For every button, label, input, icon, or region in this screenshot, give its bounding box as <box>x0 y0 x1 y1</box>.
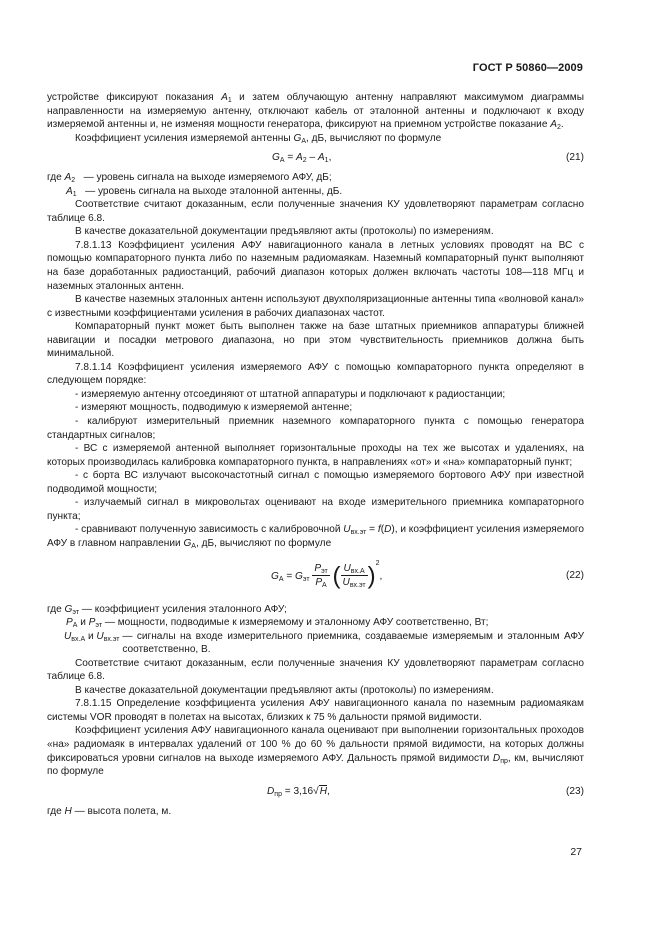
formula-number: (22) <box>566 569 584 581</box>
page-body <box>47 91 584 818</box>
definitions-list: где $A_2$ — уровень сигнала на выходе измеряемого АФУ, дБ; $A_1$ — уровень сигнала на выходе эталонной антенны, дБ. <box>47 172 343 198</box>
document-standard-header: ГОСТ Р 50860—2009 <box>472 62 583 74</box>
page-number: 27 <box>570 846 582 858</box>
paragraph: В качестве доказательной документации предъявляют акты (протоколы) по измерениям. <box>75 684 494 696</box>
definitions-list: где $G_{эт}$ — коэффициент усиления эталонного АФУ; $P_A$ и $P_{эт}$ — мощности, подводимые к измеряемому и эталонному АФУ соответственно, Вт; $U_{вх.А}$ и $U_{вх.эт}$ — сигналы на входе измерительного приемника, создаваемые измеряемым и эталонным АФУ соответственно, В. <box>47 603 584 656</box>
list-item: - сравнивают полученную зависимость с калибровочной $U_{вх.эт} = f(D)$, и коэффициент усиления измеряемого АФУ в главном направлении $G_A$, дБ, вычисляют по формуле <box>47 524 585 550</box>
paragraph: устройстве фиксируют показания $A_1$ и затем облучающую антенну направляют максимумом диаграммы направленности на измеряемую антенну, отключают кабель от эталонной антенны и подключают к входу измеряемой антенны и, не изменяя мощности генератора, фиксируют на приемном устройстве показание $A_2$. <box>47 92 585 132</box>
paragraph: Коэффициент усиления измеряемой антенны $G_A$, дБ, вычисляют по формуле <box>75 132 442 145</box>
paragraph: 7.8.1.15 Определение коэффициента усиления АФУ навигационного канала по наземным радиомаякам системы VOR проводят в полетах на высотах, близких к 75 % дальности прямой видимости. <box>47 698 584 723</box>
paragraph: Компараторный пункт может быть выполнен также на базе штатных приемников аппаратуры ближней навигации и посадки метрового диапазона, но при этом чувствительность приемников должна быть минимальной. <box>47 321 584 360</box>
paragraph: 7.8.1.14 Коэффициент усиления измеряемого АФУ с помощью компараторного пункта определяют в следующем порядке: <box>47 361 584 387</box>
list-item: - с борта ВС излучают высокочастотный сигнал с помощью измеряемого бортового АФУ при известной подводимой мощности; <box>47 470 584 495</box>
paragraph: Коэффициент усиления АФУ навигационного канала оценивают при выполнении горизонтальных проходов «на» радиомаяк в интервалах удалений от 100 % до 60 % дальности прямой видимости, на которых должны фиксироваться уровни сигналов на выходе измеряемого АФУ. Дальность прямой видимости $D_{пр}$, км, вычисляют по формуле <box>47 725 584 778</box>
formula-23: $D_{пр} = 3,16√H$, (23) <box>267 785 584 798</box>
paragraph: В качестве доказательной документации предъявляют акты (протоколы) по измерениям. <box>75 226 494 238</box>
paragraph: Соответствие считают доказанным, если полученные значения КУ удовлетворяют параметрам согласно таблице 6.8. <box>47 657 584 683</box>
list-item: - излучаемый сигнал в микровольтах оценивают на входе измерительного приемника компараторного пункта; <box>47 497 584 522</box>
formula-22: $G_A = G_{эт}$ $\frac{P_{эт}}{P_A}$ ( $\frac{U_{вх.А}}{U_{вх.эт}}$ )$^2$, (22) <box>271 559 584 590</box>
paragraph: 7.8.1.13 Коэффициент усиления АФУ навигационного канала в летных условиях проводят на ВС с помощью компараторного пункта либо по наземным радиомаякам. Наземный компараторный пункт выполняют на базе доработанных радиостанций, рабочий диапазон которых должен включать частоты 108—118 МГц и наземных эталонных антенн. <box>47 239 584 292</box>
paragraph: Соответствие считают доказанным, если полученные значения КУ удовлетворяют параметрам согласно таблице 6.8. <box>47 199 584 224</box>
paragraph: где H — высота полета, м. <box>47 805 172 817</box>
formula-number: (23) <box>566 785 584 797</box>
list-item: - измеряют мощность, подводимую к измеряемой антенне; <box>75 402 353 414</box>
list-item: - измеряемую антенну отсоединяют от штатной аппаратуры и подключают к радиостанции; <box>75 388 506 400</box>
list-item: - ВС с измеряемой антенной выполняет горизонтальные проходы на тех же высотах и удалениях, на которых производилась калибровка компараторного пункта, в направлениях «от» и «на» компараторный пункт; <box>47 443 584 468</box>
list-item: - калибруют измерительный приемник наземного компараторного пункта с помощью генератора стандартных сигналов; <box>47 416 584 441</box>
formula-number: (21) <box>566 152 584 164</box>
formula-21: $G_A = A_2 - A_1$, (21) <box>272 152 584 165</box>
paragraph: В качестве наземных эталонных антенн используют двухполяризационные антенны типа «волновой канал» с известными коэффициентами усиления в рабочих диапазонах частот. <box>47 294 584 319</box>
